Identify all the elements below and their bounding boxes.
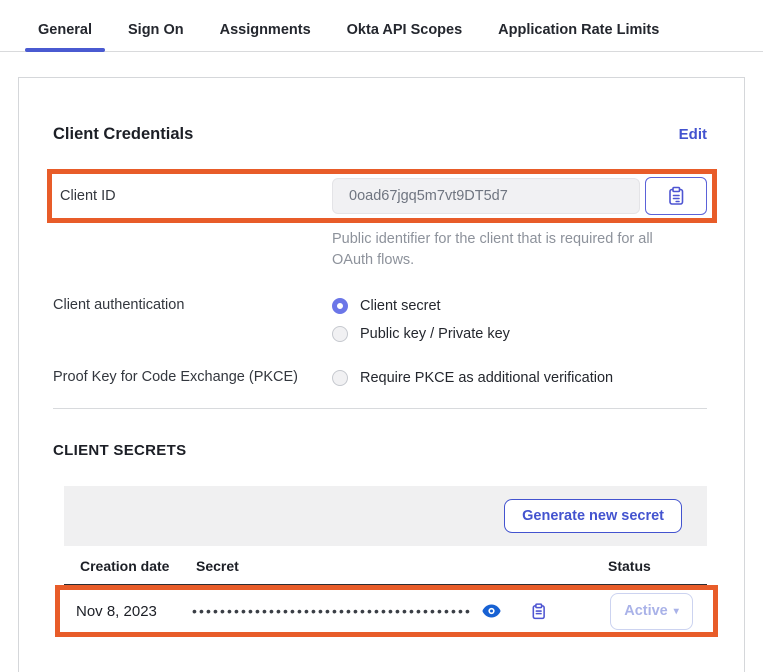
section-divider <box>53 408 707 409</box>
client-secrets-toolbar <box>64 486 707 546</box>
secret-creation-date: Nov 8, 2023 <box>76 602 157 620</box>
radio-client-secret[interactable] <box>332 295 707 317</box>
tab-sign-on[interactable]: Sign On <box>128 22 184 38</box>
tab-application-rate-limits[interactable]: Application Rate Limits <box>498 22 660 38</box>
radio-selected-icon[interactable] <box>332 298 348 314</box>
status-dropdown-button[interactable] <box>610 593 693 630</box>
header-status: Status <box>608 558 651 574</box>
client-authentication-label: Client authentication <box>53 297 185 313</box>
reveal-secret-button[interactable] <box>482 604 501 618</box>
tab-okta-api-scopes[interactable]: Okta API Scopes <box>346 22 463 38</box>
status-badge: Active <box>624 603 668 619</box>
copy-client-id-button[interactable] <box>645 177 707 215</box>
clipboard-icon <box>529 602 548 621</box>
header-creation-date: Creation date <box>80 558 170 574</box>
eye-icon <box>482 604 501 618</box>
masked-secret-value: •••••••••••••••••••••••••••••••••••••••• <box>192 603 473 619</box>
pkce-option-label: Require PKCE as additional verification <box>360 370 614 386</box>
tab-general[interactable]: General <box>25 22 105 51</box>
client-secrets-title: CLIENT SECRETS <box>53 442 187 459</box>
general-settings-card <box>18 77 745 672</box>
secret-row-highlight-box <box>55 585 718 637</box>
pkce-checkbox-row[interactable] <box>332 367 707 389</box>
client-secrets-table <box>64 546 707 637</box>
clipboard-icon <box>665 185 687 207</box>
copy-secret-button[interactable] <box>529 602 548 621</box>
header-secret: Secret <box>196 558 239 574</box>
table-row <box>60 590 713 632</box>
client-id-highlight-box <box>47 169 717 223</box>
client-credentials-title: Client Credentials <box>53 125 194 143</box>
radio-unselected-icon[interactable] <box>332 326 348 342</box>
radio-public-private-key[interactable] <box>332 323 707 345</box>
generate-new-secret-button[interactable]: Generate new secret <box>504 499 682 533</box>
client-id-help-text: Public identifier for the client that is required for all OAuth flows. <box>332 231 653 268</box>
edit-link[interactable]: Edit <box>678 126 707 143</box>
pkce-checkbox-icon[interactable] <box>332 370 348 386</box>
tab-bar <box>0 9 763 52</box>
tab-assignments[interactable]: Assignments <box>219 22 311 38</box>
client-id-label: Client ID <box>60 188 116 204</box>
client-id-field[interactable]: 0oad67jgq5m7vt9DT5d7 <box>332 178 640 214</box>
radio-client-secret-label: Client secret <box>360 298 441 314</box>
radio-public-private-key-label: Public key / Private key <box>360 326 510 342</box>
pkce-label: Proof Key for Code Exchange (PKCE) <box>53 369 299 385</box>
chevron-down-icon: ▾ <box>673 605 679 617</box>
table-header-row <box>64 546 707 585</box>
